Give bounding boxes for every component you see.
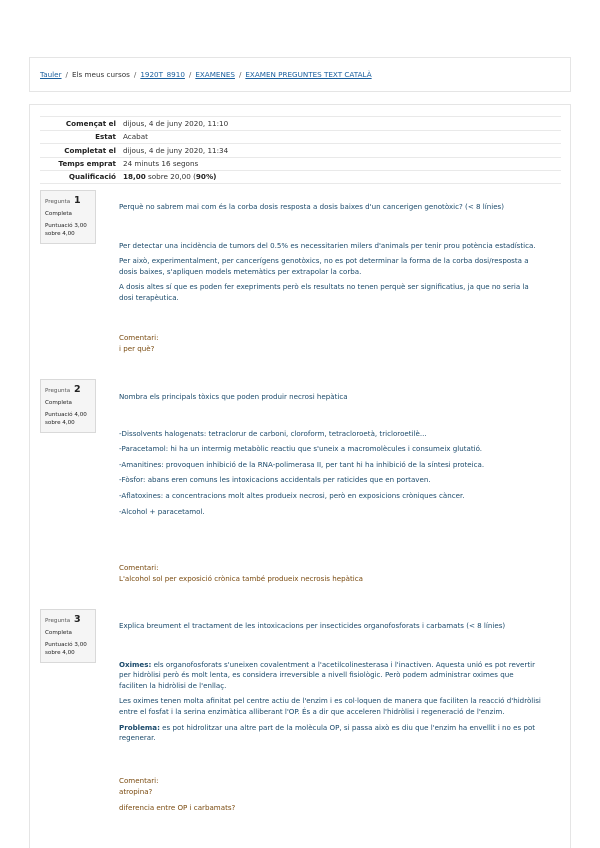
summary-row-started: [40, 116, 561, 130]
summary-value: 24 minuts 16 segons: [123, 159, 199, 169]
breadcrumb-link-exams[interactable]: EXAMENES: [195, 70, 235, 79]
breadcrumb: [40, 70, 372, 79]
answer-paragraph: -Dissolvents halogenats: tetraclorur de carboni, cloroform, tetracloroetà, tricloroetilè...: [119, 428, 427, 438]
answer-paragraph: -Aflatoxines: a concentracions molt altes produeix necrosi, però en exposicions cròniques càncer.: [119, 490, 465, 500]
breadcrumb-link-course[interactable]: 1920T_8910: [140, 70, 185, 79]
question-info-1: [40, 190, 96, 244]
summary-label: Estat: [95, 132, 116, 142]
question-label: Pregunta: [45, 388, 71, 394]
question-text: Perquè no sabrem mai com és la corba dosis resposta a dosis baixes d'un cancerigen genotòxic? (< 8 línies): [119, 202, 505, 211]
summary-row-state: [40, 130, 561, 144]
comment-text: atropina?: [119, 786, 153, 796]
feedback-comment-1: [119, 333, 544, 354]
summary-row-completed: [40, 143, 561, 157]
grade-line: sobre 4,00: [45, 420, 75, 426]
grade-line: Puntuació 4,00: [45, 412, 87, 418]
summary-value: Acabat: [123, 132, 148, 142]
breadcrumb-separator: /: [238, 70, 242, 79]
question-info-3: [40, 609, 96, 663]
answer-paragraph: Per això, experimentalment, per cancerígens genotòxics, no es pot determinar la forma de la corba dosi/resposta a dosis baixes, s'apliquen models metemàtics per extrapolar la corba.: [119, 256, 529, 276]
summary-label: Qualificació: [68, 172, 116, 182]
breadcrumb-link-dashboard[interactable]: Tauler: [40, 70, 62, 79]
feedback-comment-2: [119, 563, 544, 584]
question-content-2: [119, 392, 544, 517]
summary-value: dijous, 4 de juny 2020, 11:10: [123, 118, 229, 128]
answer-text: es pot hidrolitzar una altre part de la molècula OP, si passa això es diu que l'enzim ha envellit i no es pot regenerar.: [119, 722, 536, 743]
question-grade: [45, 411, 91, 427]
grade-out-of: sobre 20,00 (: [145, 172, 196, 182]
comment-label: Comentari:: [119, 333, 159, 342]
grade-line: sobre 4,00: [45, 231, 75, 237]
question-content-1: [119, 202, 544, 304]
answer-paragraph: -Alcohol + paracetamol.: [119, 506, 205, 516]
grade-score: 18,00: [123, 172, 146, 182]
comment-label: Comentari:: [119, 776, 159, 785]
question-label: Pregunta: [45, 199, 71, 205]
summary-label: Començat el: [65, 118, 116, 128]
question-label: Pregunta: [45, 618, 71, 624]
question-state: Completa: [45, 211, 72, 217]
feedback-comment-3: [119, 776, 544, 814]
grade-line: Puntuació 3,00: [45, 642, 87, 648]
grade-line: sobre 4,00: [45, 650, 75, 656]
summary-label: Temps emprat: [58, 159, 116, 169]
comment-text: L'alcohol sol per exposició crònica també produeix necrosis hepàtica: [119, 573, 363, 583]
breadcrumb-separator: /: [133, 70, 137, 79]
question-grade: [45, 641, 91, 657]
summary-row-time-taken: [40, 157, 561, 171]
answer-text: els organofosforats s'uneixen covalentment a l'acetilcolinesterasa i l'inactiven. Aquesta unió es pot revertir per hidròlisi però és molt lenta, es considera irreversible a nivell fisiològic. Però podem administrar oximes que faciliten la hidròlisi de l'enllaç.: [119, 659, 535, 690]
answer-term: Oximes:: [119, 659, 152, 669]
question-number: 2: [73, 384, 81, 395]
attempt-summary-table: [40, 116, 561, 184]
comment-text: i per què?: [119, 343, 155, 353]
comment-text: diferencia entre OP i carbamats?: [119, 803, 236, 813]
breadcrumb-link-quiz[interactable]: EXAMEN PREGUNTES TEXT CATALÀ: [245, 70, 372, 79]
breadcrumb-bar: [29, 57, 571, 92]
comment-label: Comentari:: [119, 563, 159, 572]
answer-paragraph: Les oximes tenen molta afinitat pel centre actiu de l'enzim i es col·loquen de manera que faciliten la reacció d'hidròlisi entre el fosfat i la serina enzimàtica alliberant l'OP. És a dir que acceleren l'hidròlisi i regeneració de l'enzim.: [119, 696, 541, 716]
grade-percent: 90: [195, 172, 206, 182]
answer-paragraph: A dosis altes sí que es poden fer exepriments però els resultats no tenen perquè ser significatius, ja que no seria la dosi terapèutica.: [119, 282, 529, 302]
answer-paragraph: -Amanitines: provoquen inhibició de la RNA-polimerasa II, per tant hi ha inhibició de la síntesi proteica.: [119, 459, 485, 469]
answer-term: Problema:: [119, 722, 160, 732]
grade-percent-sign: %): [205, 172, 217, 182]
question-state: Completa: [45, 630, 72, 636]
answer-paragraph: -Fòsfor: abans eren comuns les intoxicacions accidentals per raticides que en portaven.: [119, 475, 431, 485]
question-text: Nombra els principals tòxics que poden produir necrosi hepàtica: [119, 392, 348, 401]
question-content-3: [119, 621, 544, 744]
summary-row-grade: [40, 170, 561, 184]
question-state: Completa: [45, 400, 72, 406]
question-text: Explica breument el tractament de les intoxicacions per insecticides organofosforats i carbamats (< 8 línies): [119, 621, 506, 630]
summary-value: dijous, 4 de juny 2020, 11:34: [123, 145, 229, 155]
question-info-2: [40, 379, 96, 433]
question-number: 3: [73, 614, 81, 625]
answer-paragraph: Per detectar una incidència de tumors del 0.5% es necessitarien milers d'animals per tenir prou potència estadística.: [119, 240, 536, 250]
summary-label: Completat el: [64, 145, 116, 155]
grade-value: [116, 172, 216, 181]
breadcrumb-item-my-courses: Els meus cursos: [71, 70, 130, 79]
question-number: 1: [73, 195, 81, 206]
breadcrumb-separator: /: [188, 70, 192, 79]
answer-paragraph: -Paracetamol: hi ha un intermig metabòlic reactiu que s'uneix a macromolècules i consumeix glutatió.: [119, 444, 483, 454]
question-grade: [45, 222, 91, 238]
answer-paragraph: [119, 723, 544, 744]
breadcrumb-separator: /: [65, 70, 68, 79]
grade-line: Puntuació 3,00: [45, 223, 87, 229]
answer-paragraph: [119, 660, 544, 692]
